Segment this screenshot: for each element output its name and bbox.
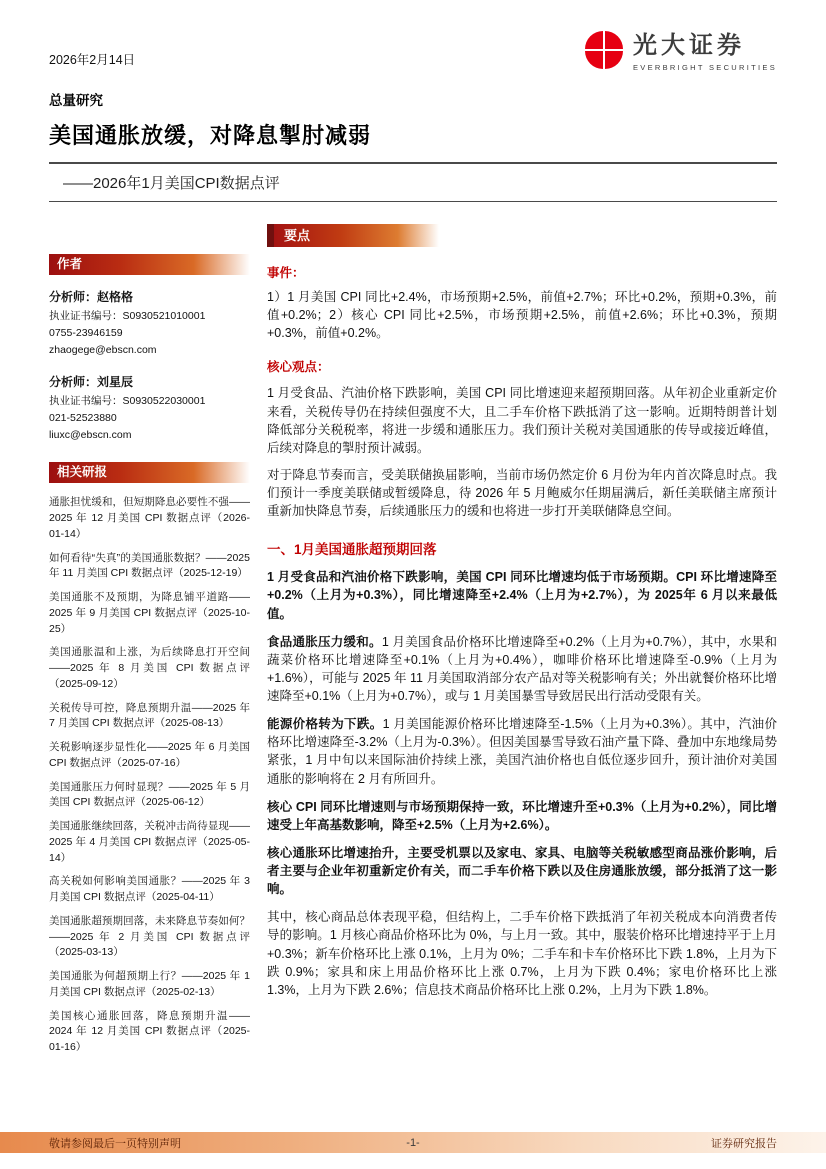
section-heading: 一、1月美国通胀超预期回落 [267, 542, 437, 558]
analyst-name: 分析师：刘星辰 [49, 374, 134, 389]
analyst-email: zhaogege@ebscn.com [49, 344, 157, 357]
analyst-card [49, 288, 250, 360]
analyst-name: 分析师：赵格格 [49, 290, 134, 304]
related-report-item: 关税传导可控，降息预期升温——2025 年 7 月美国 CPI 数据点评（2025-08-13） [49, 701, 250, 730]
paragraph-bold-text: 核心通胀环比增速抬升，主要受机票以及家电、家具、电脑等关税敏感型商品涨价影响，后者主要与企业年初重新定价有关，而二手车价格下跌以及住房通胀放缓，部分抵消了这一影响。 [267, 845, 777, 897]
footer-disclaimer: 敬请参阅最后一页特别声明 [49, 1137, 181, 1150]
report-subtitle: ——2026年1月美国CPI数据点评 [63, 175, 280, 192]
analyst-cert: 执业证书编号：S0930521010001 [49, 309, 206, 322]
related-report-item: 美国核心通胀回落，降息预期升温——2024 年 12 月美国 CPI 数据点评（2025-01-16） [49, 1009, 250, 1054]
related-report-item: 美国通胀超预期回落，未来降息节奏如何？——2025 年 2 月美国 CPI 数据点评（2025-03-13） [49, 914, 250, 959]
everbright-logo [584, 30, 777, 75]
keypoints-badge: 要点 [274, 224, 439, 247]
authors-badge: 作者 [49, 254, 250, 275]
brand-text [633, 33, 777, 71]
page-number: -1- [406, 1136, 420, 1149]
sidebar [49, 224, 250, 1064]
related-report-item: 美国通胀继续回落，关税冲击尚待显现——2025 年 4 月美国 CPI 数据点评（2025-05-14） [49, 820, 250, 864]
analyst-email: liuxc@ebscn.com [49, 429, 132, 442]
paragraph-bold-text: 能源价格转为下跌。 [267, 717, 383, 732]
footer-report-type: 证券研究报告 [711, 1137, 778, 1150]
core-view-label: 核心观点： [267, 360, 330, 375]
related-report-item: 关税影响逐步显性化——2025 年 6 月美国 CPI 数据点评（2025-07-16） [49, 741, 250, 769]
main-content [267, 224, 777, 1064]
related-report-item: 美国通胀不及预期，为降息铺平道路——2025 年 9 月美国 CPI 数据点评（2025-10-25） [49, 591, 250, 635]
event-label: 事件： [267, 266, 305, 280]
section-paragraph [267, 715, 777, 788]
paragraph-text: 1 月美国食品价格环比增速降至+0.2%（上月为+0.7%），其中，水果和蔬菜价格环比增速降至+0.1%（上月为+0.4%），咖啡价格环比增速降至-0.9%（上月为+1.6%），可能与 2025 年 11 月美国取消部分农产品对等关税影响有关；外出就餐价格环比增速降至+0.1%（上月为+0.7%），或与 1 月美国暴雪导致居民出行活动受限有关。 [267, 634, 777, 703]
paragraph-bold-text: 食品通胀压力缓和。 [267, 634, 382, 649]
paragraph-text: 其中，核心商品总体表现平稳，但结构上，二手车价格下跌抵消了年初关税成本向消费者传导的影响。1 月核心商品价格环比为 0%，与上月一致。其中，服装价格环比增速持平于上月+0.3%；新车价格环比上涨 0.1%，上月为 0%；二手车和卡车价格环比下跌 1.8%，上月为下跌 0.9%；家具和床上用品价格环比上涨 0.7%，上月为下跌 0.4%；家电价格环比上涨 1.3%，上月为下跌 2.6%；信息技术商品价格环比上涨 0.2%，上月为下跌 1.8%。 [267, 910, 777, 997]
section-paragraph [267, 568, 777, 622]
report-title: 美国通胀放缓，对降息掣肘减弱 [49, 123, 372, 148]
section-paragraph [267, 798, 777, 834]
report-category: 总量研究 [49, 93, 103, 108]
section-paragraph [267, 844, 777, 898]
related-reports-badge: 相关研报 [49, 462, 250, 483]
related-report-item: 美国通胀为何超预期上行？——2025 年 1 月美国 CPI 数据点评（2025-02-13） [49, 970, 250, 998]
report-date: 2026年2月14日 [49, 53, 136, 67]
brand-name-en: EVERBRIGHT SECURITIES [632, 62, 777, 72]
analyst-phone: 021-52523880 [49, 411, 117, 424]
paragraph-text: 1 月美国能源价格环比增速降至-1.5%（上月为+0.3%）。其中，汽油价格环比增速降至-3.2%（上月为-0.3%）。但因美国暴雪导致石油产量下降、叠加中东地缘局势紧张，1 月中旬以来国际油价持续上涨，美国汽油价格也自低位逐步回升，预计油价对美国通胀的影响将在 2 月有所回升。 [267, 717, 777, 786]
event-text: 1）1 月美国 CPI 同比+2.4%，市场预期+2.5%，前值+2.7%；环比+0.2%，预期+0.3%，前值+0.2%；2）核心 CPI 同比+2.5%，市场预期+2.5%，前值+2.6%；环比+0.3%，预期+0.3%，前值+0.2%。 [267, 290, 777, 341]
brand-name-cn: 光大证券 [632, 32, 745, 60]
analyst-card [49, 373, 250, 445]
subtitle-block [49, 162, 777, 202]
column-gap [250, 224, 267, 1064]
paragraph-bold-text: 核心 CPI 同环比增速则与市场预期保持一致，环比增速升至+0.3%（上月为+0.2%），同比增速受上年高基数影响，降至+2.5%（上月为+2.6%）。 [267, 799, 777, 832]
analyst-cert: 执业证书编号：S0930522030001 [49, 394, 206, 407]
everbright-logo-icon [584, 30, 624, 75]
analyst-phone: 0755-23946159 [49, 327, 123, 340]
section-paragraph [267, 633, 777, 706]
keypoints-accent-bar [267, 224, 274, 247]
related-reports-list [49, 495, 250, 1056]
core-view-paragraph: 对于降息节奏而言，受美联储换届影响，当前市场仍然定价 6 月份为年内首次降息时点。我们预计一季度美联储或暂缓降息，待 2026 年 5 月鲍威尔任期届满后，新任美联储主席预计重新加快降息节奏，后续通胀压力的缓和也将进一步打开美联储降息空间。 [267, 467, 777, 519]
related-report-item: 如何看待“失真”的美国通胀数据？——2025 年 11 月美国 CPI 数据点评（2025-12-19） [49, 551, 250, 580]
core-view-paragraph: 1 月受食品、汽油价格下跌影响，美国 CPI 同比增速迎来超预期回落。从年初企业重新定价来看，关税传导仍在持续但强度不大，且二手车价格下跌抵消了这一影响。近期特朗普计划降低部分关税税率，将进一步缓和通胀压力。我们预计关税对美国通胀的传导或接近峰值，后续对降息的掣肘预计减弱。 [267, 386, 777, 455]
related-report-item: 高关税如何影响美国通胀？——2025 年 3 月美国 CPI 数据点评（2025-04-11） [49, 875, 250, 904]
top-bar [49, 30, 777, 75]
analysts-block [49, 288, 250, 444]
section-paragraph [267, 908, 777, 999]
page-footer [0, 1132, 826, 1153]
related-report-item: 通胀担忧缓和，但短期降息必要性不强——2025 年 12 月美国 CPI 数据点评（2026-01-14） [49, 496, 250, 540]
keypoints-header [267, 224, 777, 247]
related-report-item: 美国通胀温和上涨，为后续降息打开空间——2025 年 8 月美国 CPI 数据点评（2025-09-12） [49, 646, 250, 690]
paragraph-bold-text: 1 月受食品和汽油价格下跌影响，美国 CPI 同环比增速均低于市场预期。CPI 环比增速降至+0.2%（上月为+0.3%），同比增速降至+2.4%（上月为+2.7%），为 2025年 6 月以来最低值。 [267, 570, 777, 621]
related-report-item: 美国通胀压力何时显现？——2025 年 5 月美国 CPI 数据点评（2025-06-12） [49, 780, 250, 809]
